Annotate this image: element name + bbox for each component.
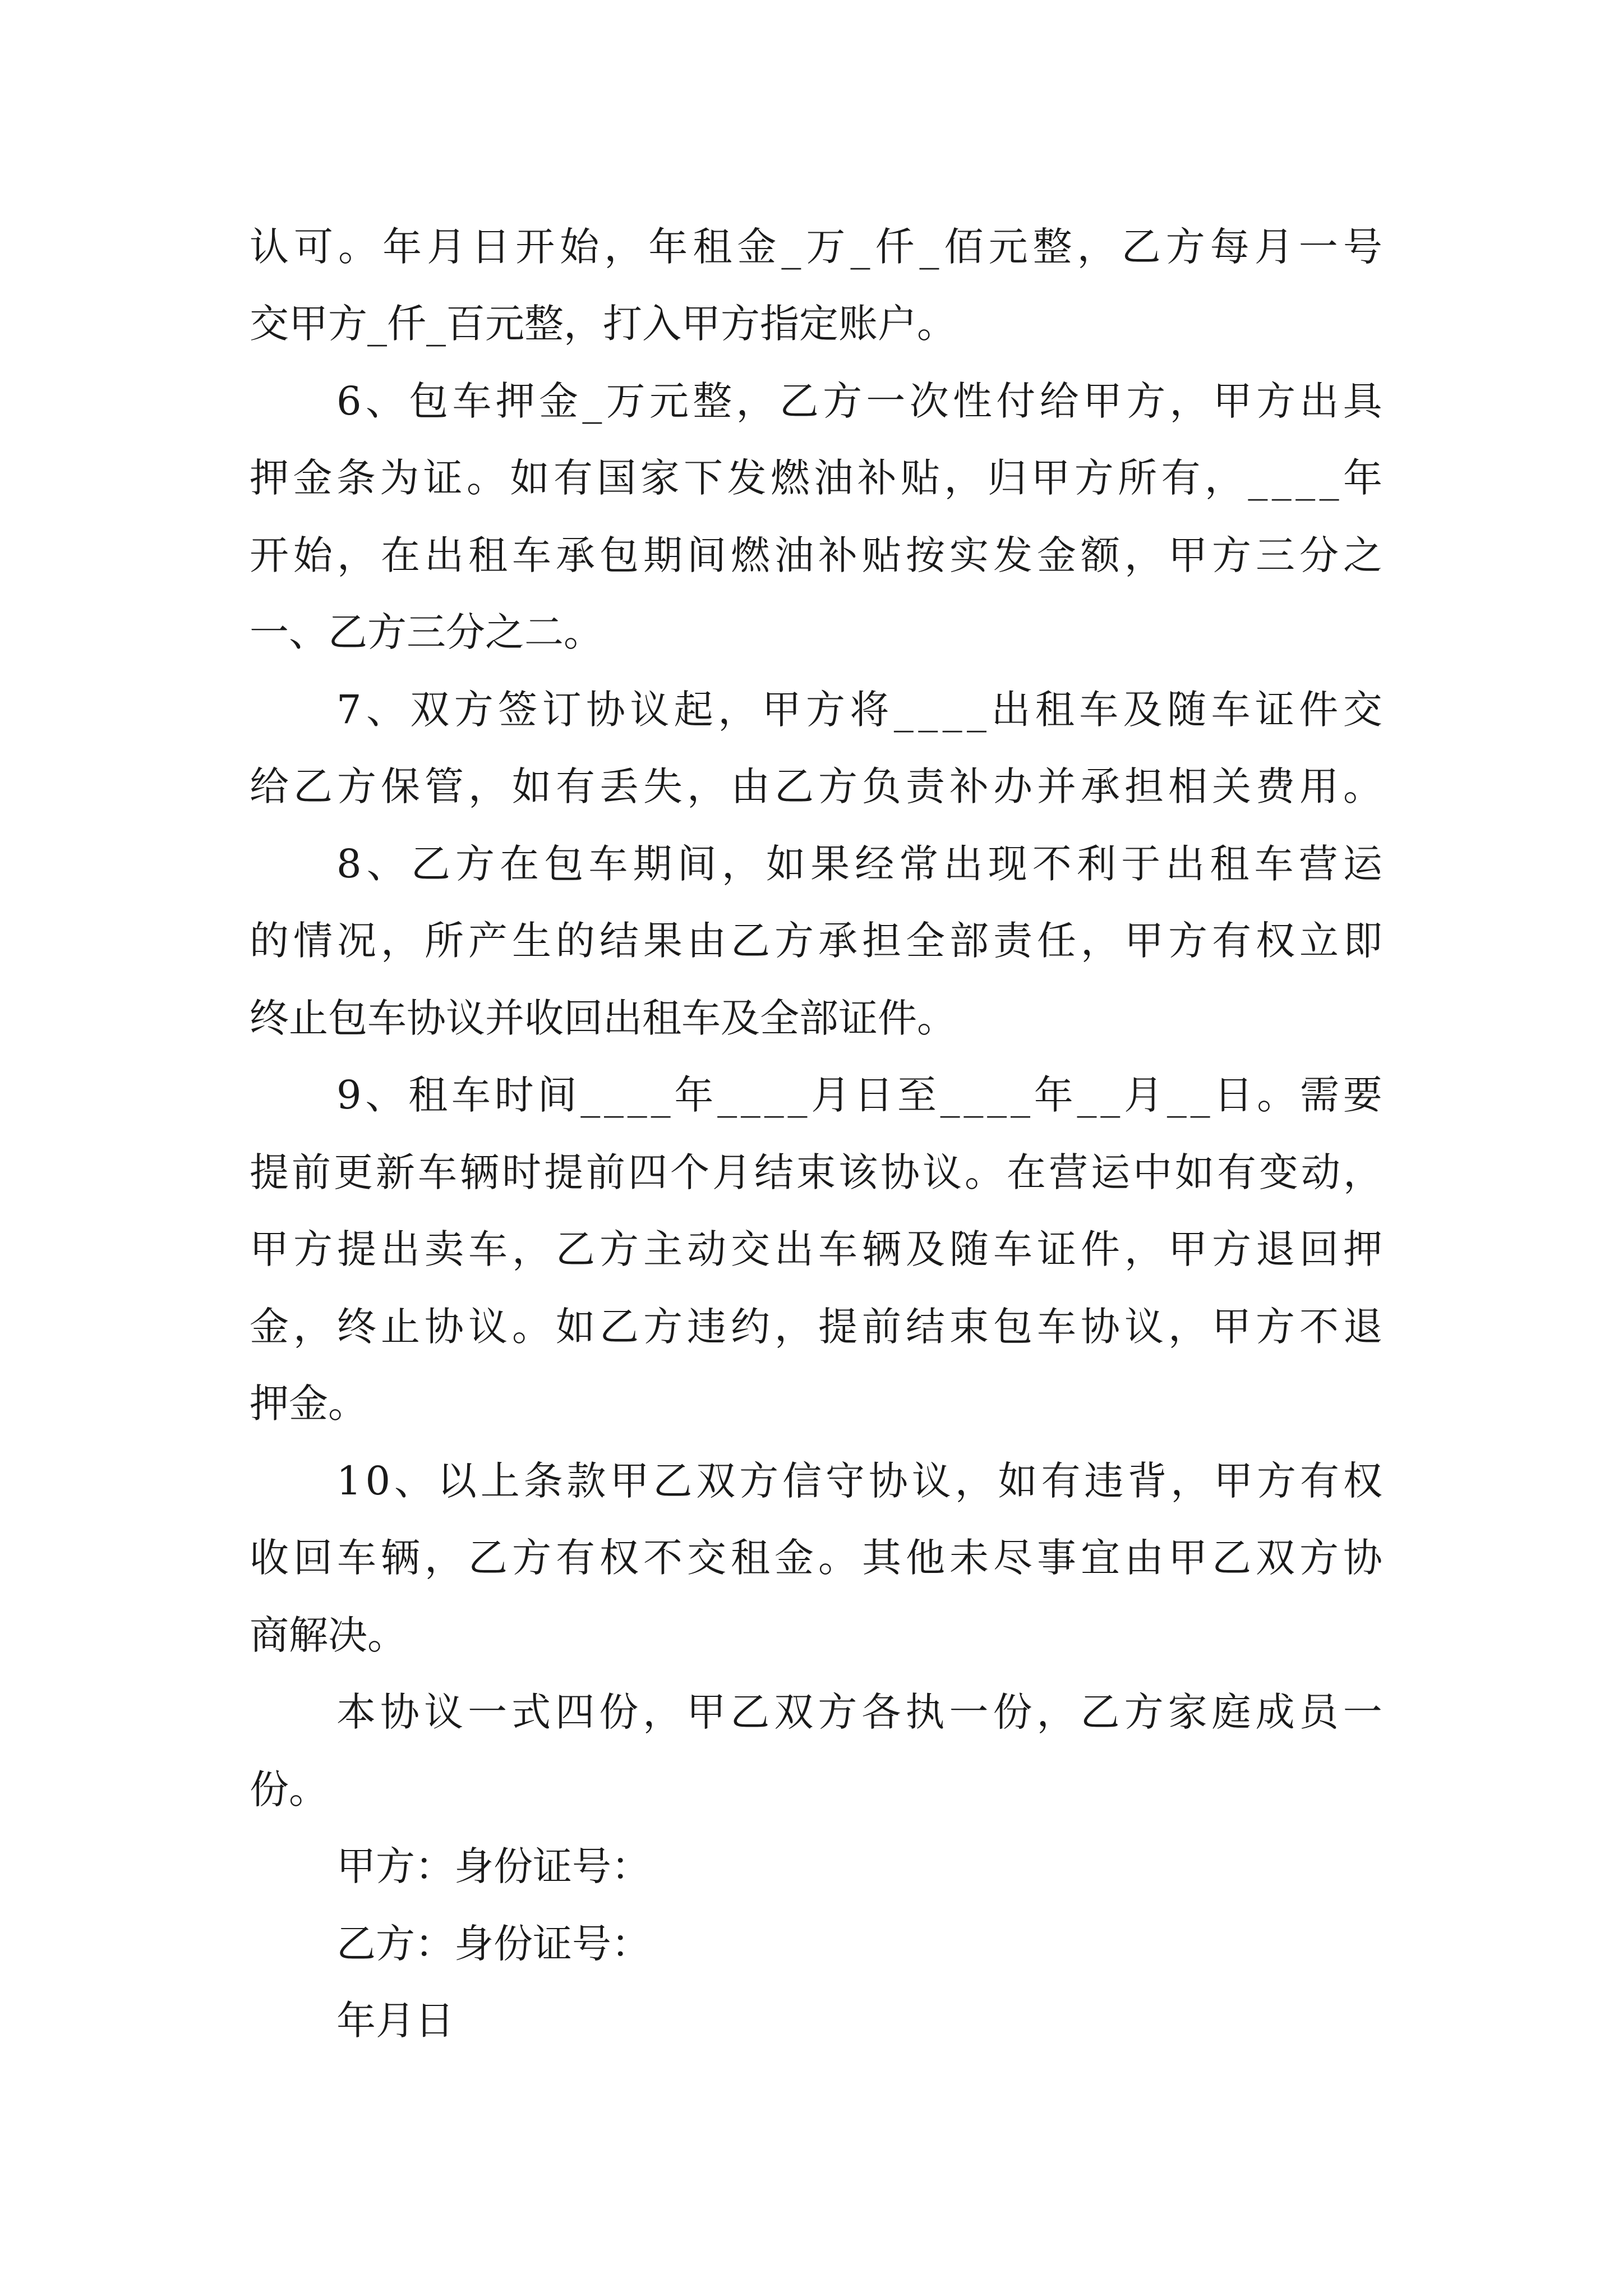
party-a-signature-line: 甲方：身份证号： (336, 1843, 651, 1889)
text-line-9: 8 、 乙 方 在 包 车 期 间 ， 如 果 经 常 出 现 不 利 于 出 租 车 营 运 (336, 841, 1382, 887)
party-b-signature-line: 乙方：身份证号： (336, 1921, 651, 1967)
text-line-5: 开 始 ， 在 出 租 车 承 包 期 间 燃 油 补 贴 按 实 发 金 额 ， 甲 方 三 分 之 (250, 532, 1382, 578)
text-line-14: 甲 方 提 出 卖 车 ， 乙 方 主 动 交 出 车 辆 及 随 车 证 件 ， 甲 方 退 回 押 (250, 1226, 1382, 1272)
text-line-19: 商解决。 (250, 1612, 407, 1658)
text-line-6: 一、乙方三分之二。 (250, 609, 603, 655)
text-line-20: 本 协 议 一 式 四 份 ， 甲 乙 双 方 各 执 一 份 ， 乙 方 家 庭 成 员 一 (336, 1689, 1382, 1735)
text-line-18: 收 回 车 辆 ， 乙 方 有 权 不 交 租 金 。 其 他 未 尽 事 宜 由 甲 乙 双 方 协 (250, 1535, 1382, 1581)
text-line-17: 1 0 、 以 上 条 款 甲 乙 双 方 信 守 协 议 ， 如 有 违 背 ， 甲 方 有 权 (336, 1458, 1382, 1504)
text-line-2: 交甲方_仟_百元整，打入甲方指定账户。 (250, 301, 956, 347)
text-line-10: 的 情 况 ， 所 产 生 的 结 果 由 乙 方 承 担 全 部 责 任 ， 甲 方 有 权 立 即 (250, 918, 1382, 964)
text-line-11: 终止包车协议并收回出租车及全部证件。 (250, 995, 956, 1041)
text-line-12: 9 、 租 车 时 间 _ _ _ _ 年 _ _ _ _ 月 日 至 _ _ _ _ 年 _ _ 月 _ _ 日 。 需 要 (336, 1072, 1382, 1118)
text-line-3: 6 、 包 车 押 金 _ 万 元 整 ， 乙 方 一 次 性 付 给 甲 方 ， 甲 方 出 具 (336, 378, 1382, 424)
date-line: 年月日 (336, 1998, 454, 2044)
text-line-7: 7 、 双 方 签 订 协 议 起 ， 甲 方 将 _ _ _ _ 出 租 车 及 随 车 证 件 交 (336, 687, 1382, 733)
text-line-16: 押金。 (250, 1381, 367, 1427)
text-line-4: 押 金 条 为 证 。 如 有 国 家 下 发 燃 油 补 贴 ， 归 甲 方 所 有 ， _ _ _ _ 年 (250, 455, 1382, 501)
text-line-21: 份。 (250, 1766, 328, 1812)
text-line-8: 给 乙 方 保 管 ， 如 有 丢 失 ， 由 乙 方 负 责 补 办 并 承 担 相 关 费 用 。 (250, 763, 1382, 809)
text-line-1: 认 可 。 年 月 日 开 始 ， 年 租 金 _ 万 _ 仟 _ 佰 元 整 ， 乙 方 每 月 一 号 (250, 224, 1382, 270)
text-line-15: 金 ， 终 止 协 议 。 如 乙 方 违 约 ， 提 前 结 束 包 车 协 议 ， 甲 方 不 退 (250, 1304, 1382, 1350)
text-line-13: 提 前 更 新 车 辆 时 提 前 四 个 月 结 束 该 协 议 。 在 营 运 中 如 有 变 动 ， (250, 1149, 1382, 1195)
